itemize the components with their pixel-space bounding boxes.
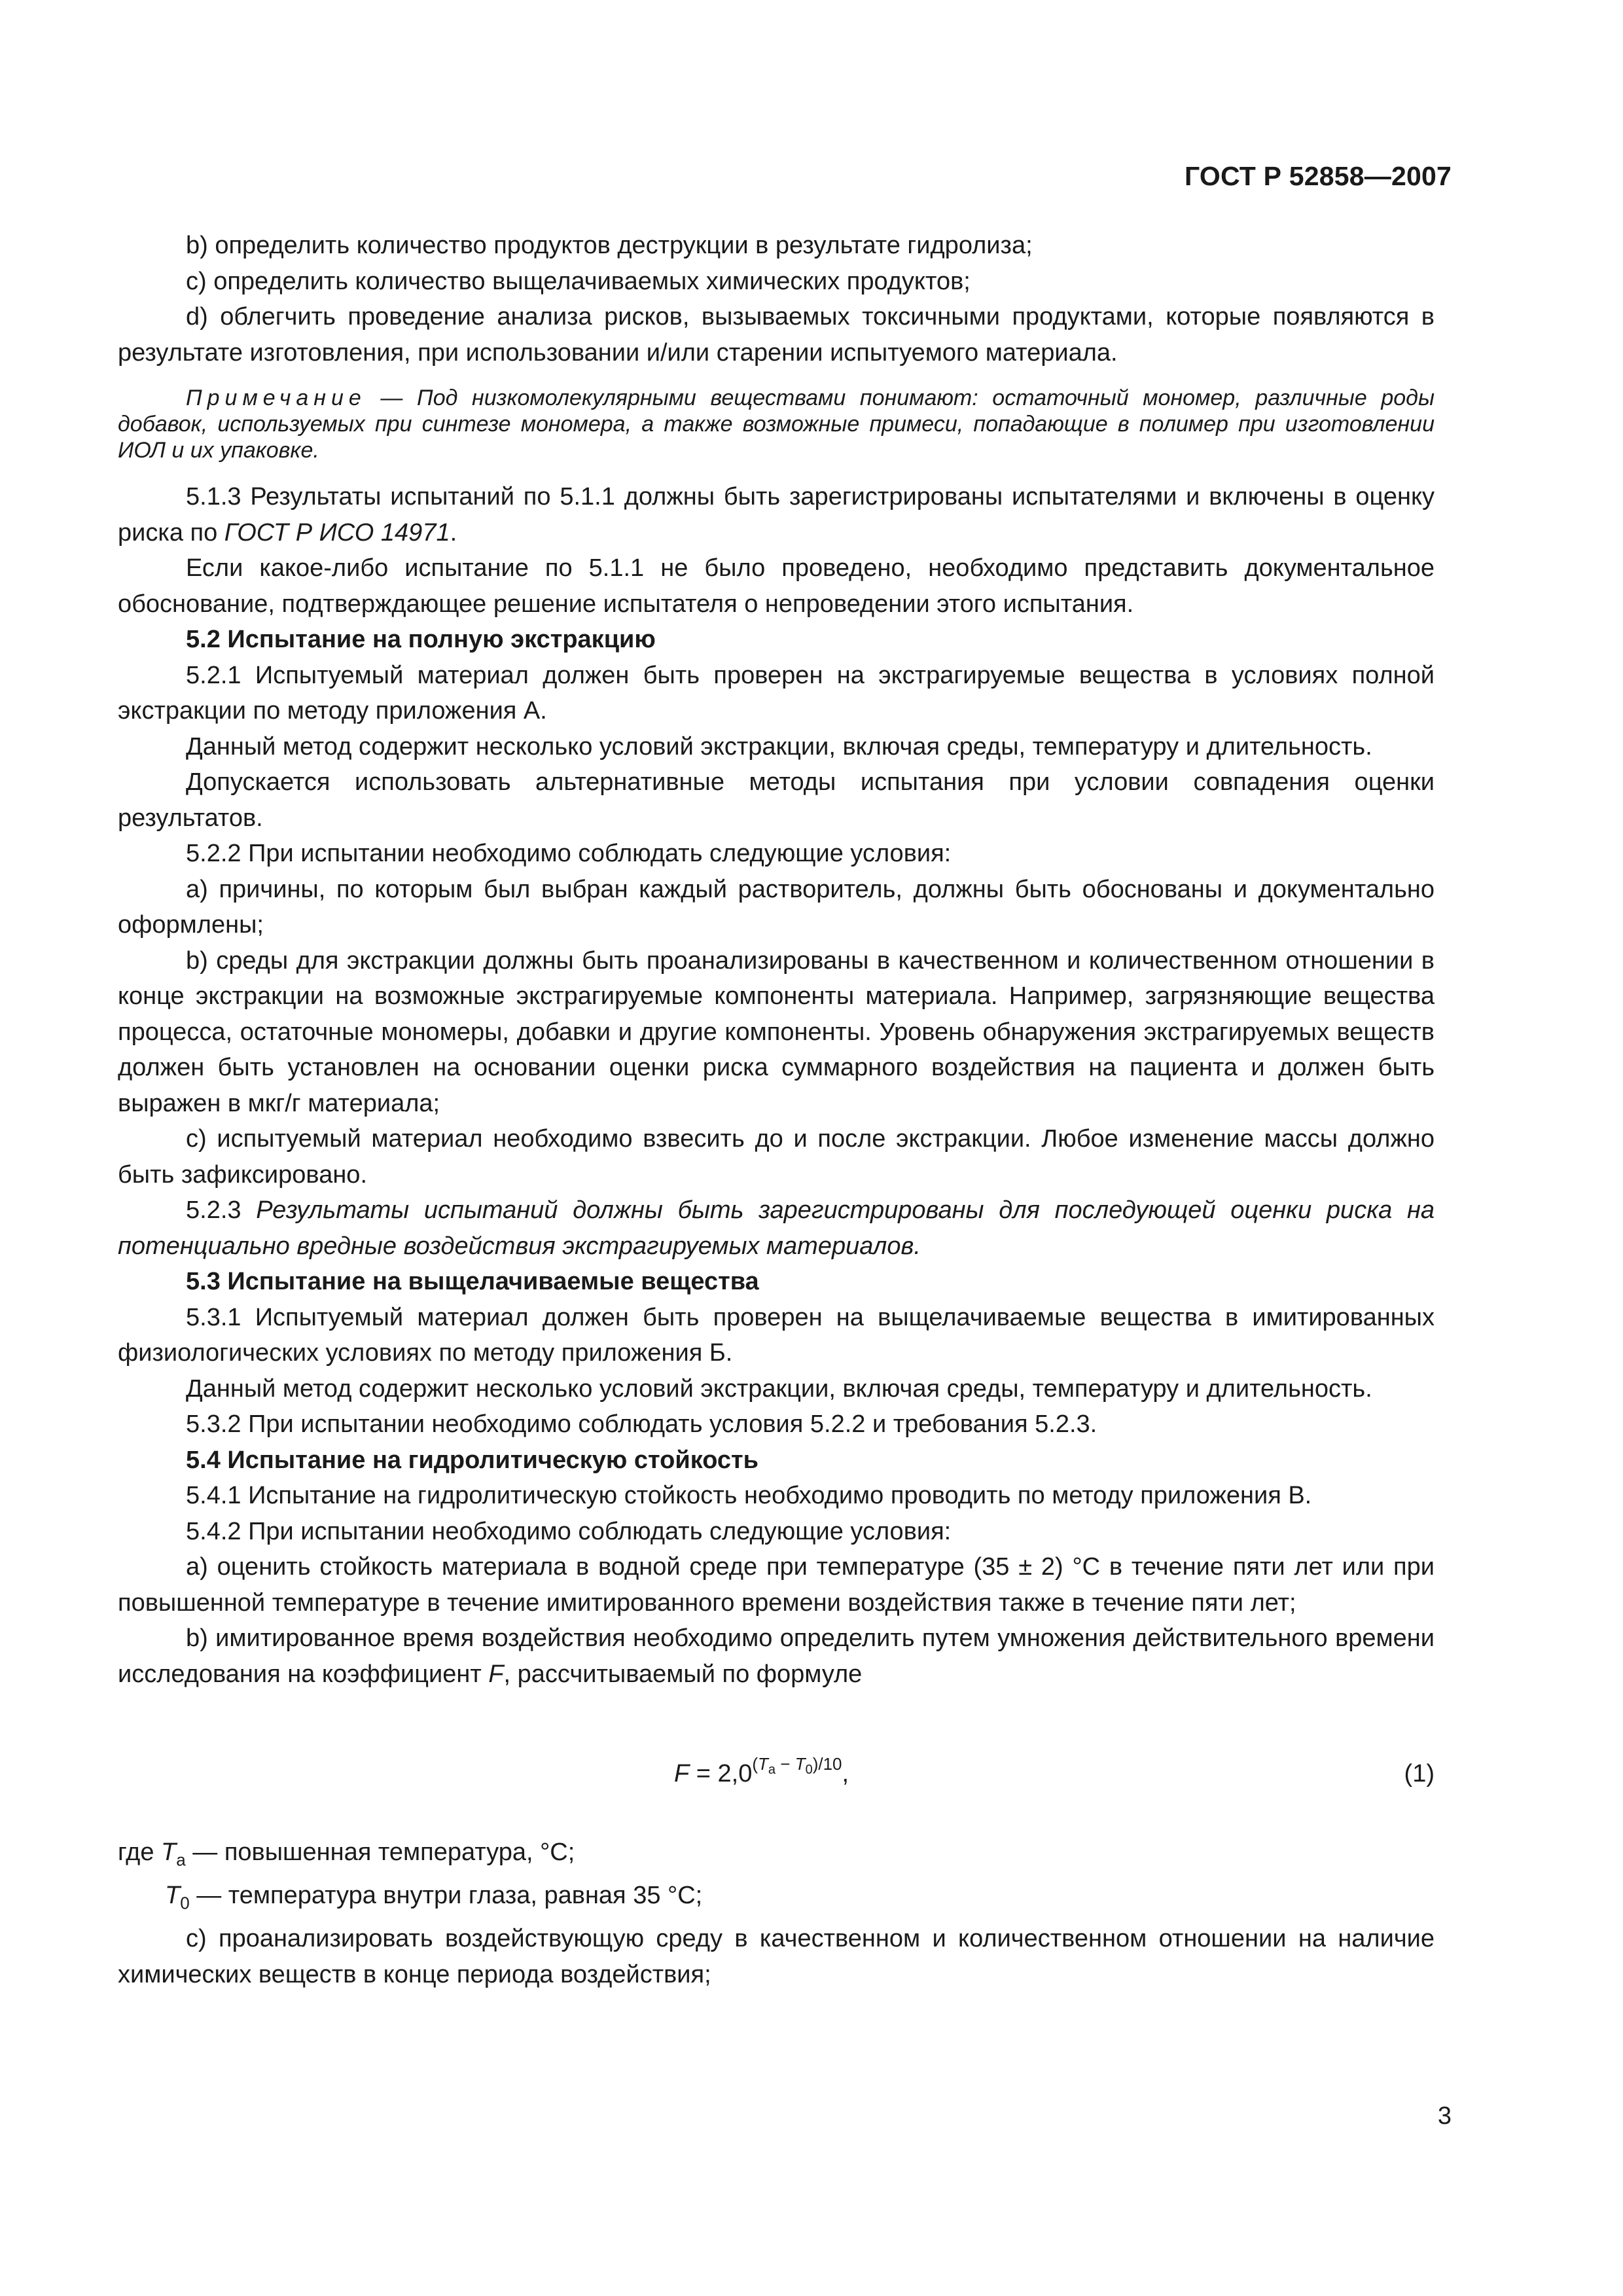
formula-t0-sub: 0: [805, 1763, 813, 1778]
list-item-5-2-2-c: c) испытуемый материал необходимо взвесить до и после экстракции. Любое изменение массы должно быть зафиксировано.: [118, 1125, 1435, 1189]
paragraph-5-2-3-text: Результаты испытаний должны быть зарегистрированы для последующей оценки риска на потенциально вредные воздействия экстрагируемых материалов.: [118, 1196, 1435, 1260]
formula-ta-sub: a: [768, 1763, 776, 1778]
legend-ta-symbol: T: [161, 1839, 177, 1866]
paragraph-5-1-3-text: 5.1.3 Результаты испытаний по 5.1.1 должны быть зарегистрированы испытателями и включены в оценку риска по: [118, 483, 1435, 547]
note: [118, 385, 1435, 463]
page-number: 3: [1437, 2102, 1452, 2130]
paragraph-5-3-1-method: Данный метод содержит несколько условий экстракции, включая среды, температуру и длительность.: [186, 1374, 1372, 1403]
paragraph-5-2-1: 5.2.1 Испытуемый материал должен быть проверен на экстрагируемые вещества в условиях полной экстракции по методу приложения А.: [118, 661, 1435, 725]
note-text: — Под низкомолекулярными веществами понимают: остаточный мономер, различные роды добавок, используемых при синтезе мономера, а также возможные примеси, попадающие в полимер при изготовлении ИОЛ и их упаковке.: [118, 386, 1435, 463]
paragraph-5-1-3: [118, 479, 1435, 550]
note-label: Примечание: [186, 386, 366, 410]
formula-number: (1): [1404, 1760, 1435, 1787]
paragraph-5-2-1-alt: Допускается использовать альтернативные методы испытания при условии совпадения оценки результатов.: [118, 768, 1435, 832]
paragraph-5-2-3: [118, 1193, 1435, 1264]
list-item-5-2-2-b: b) среды для экстракции должны быть проанализированы в качественном и количественном отношении в конце экстракции на возможные экстрагируемые компоненты материала. Например, загрязняющие вещества процесса, остаточные мономеры, добавки и другие компоненты. Уровень обнаружения экстрагируемых веществ должен быть установлен на основании оценки риска суммарного воздействия на пациента и должен быть выражен в мкг/г материала;: [118, 946, 1435, 1117]
list-item-5-4-2-b: [118, 1621, 1435, 1692]
list-item-5-2-2-a: а) причины, по которым был выбран каждый растворитель, должны быть обоснованы и документально оформлены;: [118, 875, 1435, 939]
document-body: [118, 228, 1435, 1992]
list-item-5-4-2-c: c) проанализировать воздействующую среду в качественном и количественном отношении на наличие химических веществ в конце периода воздействия;: [118, 1925, 1435, 1988]
paragraph-5-1-3-end: .: [450, 518, 457, 547]
paragraph-5-4-1: 5.4.1 Испытание на гидролитическую стойкость необходимо проводить по методу приложения В.: [186, 1482, 1312, 1509]
list-item-5-4-2-a: а) оценить стойкость материала в водной среде при температуре (35 ± 2) °С в течение пяти лет или при повышенной температуре в течение имитированного времени воздействия также в течение пяти лет;: [118, 1553, 1435, 1617]
legend-ta-desc: — повышенная температура, °С;: [185, 1839, 575, 1866]
legend-ta: [118, 1835, 1435, 1878]
legend-ta-sub: a: [176, 1850, 186, 1870]
paragraph-5-4-2: 5.4.2 При испытании необходимо соблюдать следующие условия:: [186, 1517, 952, 1545]
legend-t0-symbol: T: [165, 1882, 181, 1910]
formula-exp-close: )/10: [812, 1754, 842, 1774]
paragraph-5-2-2: 5.2.2 При испытании необходимо соблюдать следующие условия:: [186, 840, 952, 867]
legend-prefix: где: [118, 1839, 162, 1866]
list-item-d: d) облегчить проведение анализа рисков, вызываемых токсичными продуктами, которые появляются в результате изготовления, при использовании и/или старении испытуемого материала.: [118, 303, 1435, 367]
list-item-5-4-2-b-text: b) имитированное время воздействия необходимо определить путем умножения действительного времени исследования на коэффициент: [118, 1624, 1435, 1688]
paragraph-5-3-1: 5.3.1 Испытуемый материал должен быть проверен на выщелачиваемые вещества в имитированных физиологических условиях по методу приложения Б.: [118, 1303, 1435, 1367]
list-item-c: c) определить количество выщелачиваемых химических продуктов;: [186, 267, 971, 295]
section-heading-5-4: 5.4 Испытание на гидролитическую стойкость: [186, 1446, 759, 1474]
paragraph-5-3-2: 5.3.2 При испытании необходимо соблюдать условия 5.2.2 и требования 5.2.3.: [186, 1410, 1097, 1438]
legend-t0-sub: 0: [180, 1893, 190, 1913]
list-item-b: b) определить количество продуктов деструкции в результате гидролиза;: [186, 232, 1033, 259]
formula-tail: ,: [842, 1760, 849, 1787]
formula-base: = 2,0: [689, 1760, 753, 1787]
formula-minus: −: [776, 1754, 795, 1774]
paragraph-5-1-3-cont: Если какое-либо испытание по 5.1.1 не было проведено, необходимо представить документальное обоснование, подтверждающее решение испытателя о непроведении этого испытания.: [118, 554, 1435, 618]
formula-1: [118, 1740, 1435, 1801]
variable-f: F: [488, 1660, 504, 1688]
formula-t0: T: [794, 1754, 806, 1774]
section-heading-5-2: 5.2 Испытание на полную экстракцию: [186, 626, 656, 653]
legend-t0-desc: — температура внутри глаза, равная 35 °С;: [189, 1882, 703, 1910]
formula-exponent: [752, 1754, 842, 1778]
formula-expression: [674, 1756, 849, 1791]
standard-reference: ГОСТ Р ИСО 14971: [224, 518, 450, 547]
formula-exp-open: (: [752, 1754, 758, 1774]
legend-t0: [118, 1878, 1435, 1921]
section-heading-5-3: 5.3 Испытание на выщелачиваемые вещества: [186, 1268, 759, 1295]
list-item-5-4-2-b-end: , рассчитываемый по формуле: [503, 1660, 863, 1688]
paragraph-5-2-1-method: Данный метод содержит несколько условий экстракции, включая среды, температуру и длительность.: [186, 732, 1372, 761]
formula-ta: T: [758, 1754, 768, 1774]
formula-lhs: F: [674, 1760, 690, 1787]
document-header: ГОСТ Р 52858—2007: [1185, 161, 1452, 191]
paragraph-5-2-3-number: 5.2.3: [186, 1196, 257, 1224]
